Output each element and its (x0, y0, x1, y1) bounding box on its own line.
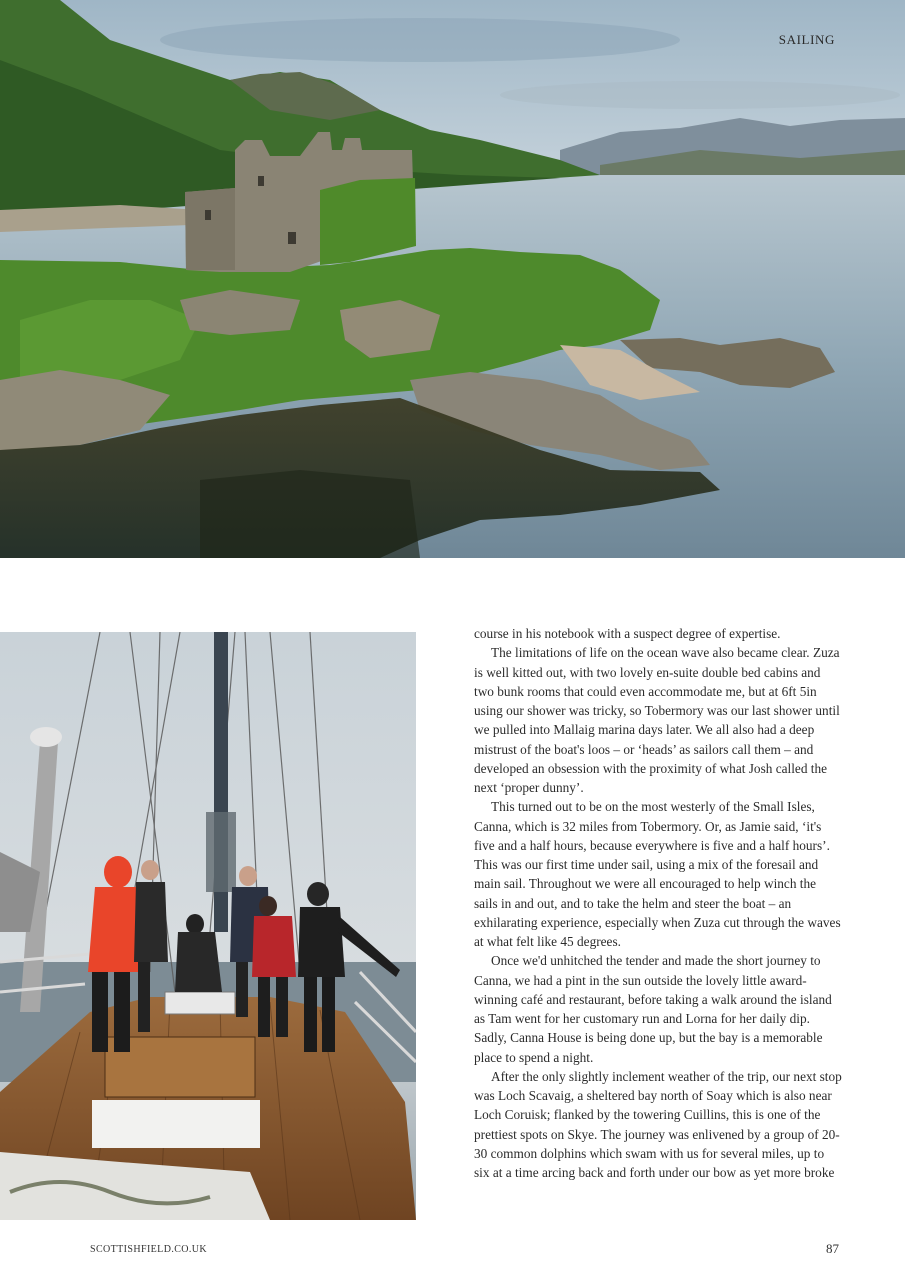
crew-photo (0, 632, 416, 1220)
article-paragraph: The limitations of life on the ocean wave also became clear. Zuza is well kitted out, with two lovely en-suite double bed cabins and two bunk rooms that could even accommodate me, but at 6ft 5in using our shower was tricky, so Tobermory was our last shower until we pulled into Mallaig marina days later. We all also had a deep mistrust of the boat's loos – or ‘heads’ as sailors call them – and developed an obsession with the proximity of what Josh called the next ‘proper dunny’. (474, 645, 840, 795)
article-paragraph: course in his notebook with a suspect degree of expertise. (474, 626, 781, 641)
footer-website: SCOTTISHFIELD.CO.UK (90, 1244, 208, 1255)
page-number: 87 (826, 1241, 839, 1256)
article-paragraph: Once we'd unhitched the tender and made the short journey to Canna, we had a pint in the sun outside the lovely little award-winning café and restaurant, before taking a walk around the island as Tam went for her customary run and Lorna for her daily dip. Sadly, Canna House is being done up, but the bay is a memorable place to spend a night. (474, 953, 832, 1065)
castle-landscape-illustration (0, 0, 905, 558)
section-label: SAILING (778, 32, 835, 47)
article-paragraph: After the only slightly inclement weather of the trip, our next stop was Loch Scavaig, a sheltered bay north of Soay which is also near Loch Coruisk; flanked by the towering Cuillins, this is one of the prettiest spots on Skye. The journey was enlivened by a group of 20-30 common dolphins which swam with us for several miles, up to six at a time arcing back and forth under our bow as yet more broke (474, 1068, 842, 1180)
article-body (474, 624, 842, 1182)
hero-photo (0, 0, 905, 558)
yacht-deck-illustration (0, 632, 416, 1220)
article-paragraph: This turned out to be on the most westerly of the Small Isles, Canna, which is 32 miles from Tobermory. Or, as Jamie said, ‘it's five and a half hours, because everywhere is five and a half hours’. This was our first time under sail, using a mix of the foresail and main sail. Throughout we were all encouraged to help winch the sails in and out, and to take the helm and steer the boat – an exhilarating experience, especially when Zuza cut through the waves at what felt like 45 degrees. (474, 799, 841, 949)
